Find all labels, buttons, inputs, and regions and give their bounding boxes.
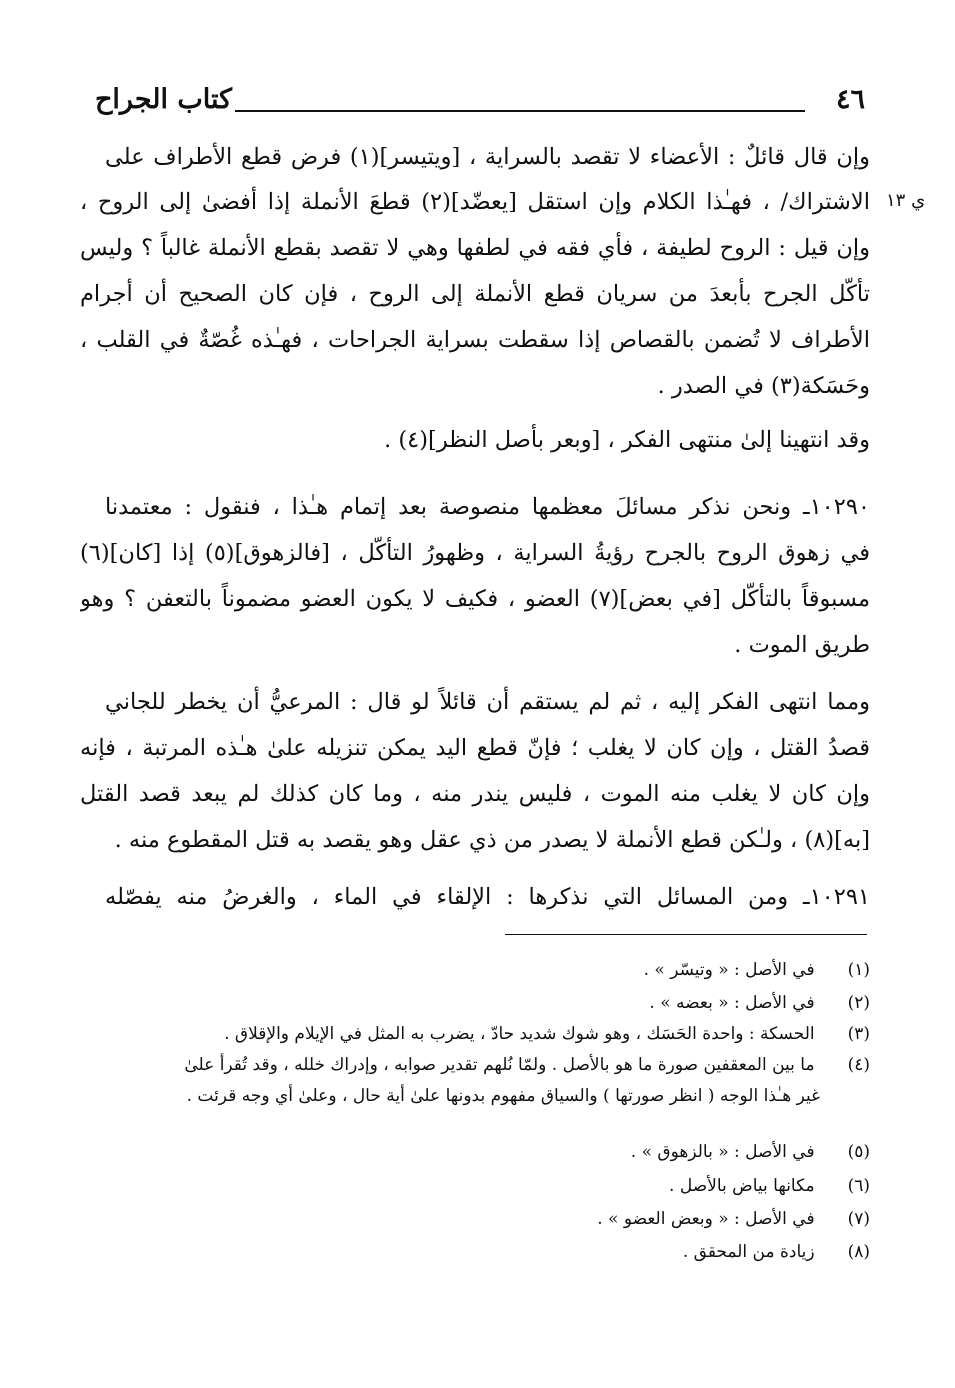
footnote-number: (٢) — [847, 993, 870, 1013]
footnote-5 — [110, 1137, 870, 1167]
footnote-text: في الأصل : « وبعض العضو » . — [597, 1209, 815, 1229]
text-line: وإن كان لا يغلب منه الموت ، فليس يندر منه ، وما كان كذلك لم يبعد قصد القتل — [80, 781, 870, 807]
footnote-number: (٨) — [847, 1242, 870, 1262]
footnote-6 — [110, 1171, 870, 1201]
footnote-3 — [110, 1019, 870, 1049]
footnote-4 — [110, 1050, 870, 1080]
footnote-text: في الأصل : « وتيسّر » . — [643, 960, 815, 980]
footnote-2 — [110, 988, 870, 1018]
text-line: في زهوق الروح بالجرح رؤيةُ السراية ، وظهورُ التأكّل ، [فالزهوق](٥) إذا [كان](٦) — [80, 540, 870, 566]
text-line: الأطراف لا تُضمن بالقصاص إذا سقطت بسراية الجراحات ، فهـٰذه غُصّةٌ في القلب ، — [80, 327, 870, 353]
text-line: قصدُ القتل ، وإن كان لا يغلب ؛ فإنّ قطع اليد يمكن تنزيله علىٰ هـٰذه المرتبة ، فإنه — [80, 735, 870, 761]
footnote-4-continued — [110, 1081, 870, 1111]
text-line: وإن قيل : الروح لطيفة ، فأي فقه في لطفها وهي لا تقصد بقطع الأنملة غالباً ؟ وليس — [80, 235, 870, 261]
footnote-text: غير هـٰذا الوجه ( انظر صورتها ) والسياق مفهوم بدونها علىٰ أية حال ، وعلىٰ أي وجه قرئت . — [186, 1086, 820, 1106]
footnote-text: في الأصل : « بعضه » . — [649, 993, 815, 1013]
footnote-separator — [505, 934, 867, 935]
text-line: [به](٨) ، ولـٰكن قطع الأنملة لا يصدر من ذي عقل وهو يقصد به قتل المقطوع منه . — [114, 827, 870, 853]
text-line: ومما انتهى الفكر إليه ، ثم لم يستقم أن قائلاً لو قال : المرعيُّ أن يخطر للجاني — [105, 689, 870, 715]
footnote-text: ما بين المعقفين صورة ما هو بالأصل . ولمّا نُلهم تقدير صوابه ، وإدراك خلله ، وقد تُقرأ علىٰ — [184, 1055, 815, 1075]
footnote-text: زيادة من المحقق . — [682, 1242, 815, 1262]
footnote-text: الحسكة : واحدة الحَسَك ، وهو شوك شديد حادّ ، يضرب به المثل في الإيلام والإقلاق . — [224, 1024, 815, 1044]
text-line: طريق الموت . — [734, 632, 870, 658]
text-line: وحَسَكة(٣) في الصدر . — [657, 373, 870, 399]
paragraph-10290: ١٠٢٩٠ـ ونحن نذكر مسائلَ معظمها منصوصة بعد إتمام هـٰذا ، فنقول : معتمدنا — [105, 494, 870, 520]
running-title: كتاب الجراح — [95, 84, 233, 115]
text-line: مسبوقاً بالتأكّل [في بعض](٧) العضو ، فكيف لا يكون العضو مضموناً بالتعفن ؟ وهو — [80, 586, 870, 612]
footnote-number: (٥) — [847, 1142, 870, 1162]
header-rule — [235, 110, 805, 112]
page-number: ٤٦ — [835, 84, 865, 115]
footnote-number: (٧) — [847, 1209, 870, 1229]
footnote-text: في الأصل : « بالزهوق » . — [630, 1142, 815, 1162]
running-header — [95, 84, 865, 124]
text-line: وإن قال قائلٌ : الأعضاء لا تقصد بالسراية ، [ويتيسر](١) فرض قطع الأطراف على — [105, 144, 870, 170]
paragraph-10291: ١٠٢٩١ـ ومن المسائل التي نذكرها : الإلقاء في الماء ، والغرضُ منه يفصّله — [105, 884, 870, 910]
footnote-number: (٤) — [847, 1055, 870, 1075]
text-line: تأكّل الجرح بأبعدَ من سريان قطع الأنملة إلى الروح ، فإن كان الصحيح أن أجرام — [80, 281, 870, 307]
footnote-text: مكانها بياض بالأصل . — [669, 1176, 815, 1196]
footnote-8 — [110, 1237, 870, 1267]
text-line: الاشتراك/ ، فهـٰذا الكلام وإن استقل [يعضّد](٢) قطعَ الأنملة إذا أفضىٰ إلى الروح ، — [80, 189, 870, 215]
footnote-7 — [110, 1204, 870, 1234]
text-line: وقد انتهينا إلىٰ منتهى الفكر ، [وبعر بأصل النظر](٤) . — [384, 427, 870, 453]
footnote-number: (١) — [847, 960, 870, 980]
footnote-number: (٣) — [847, 1024, 870, 1044]
footnote-number: (٦) — [847, 1176, 870, 1196]
footnote-1 — [110, 955, 870, 985]
margin-note: ي ١٣ — [886, 190, 926, 211]
